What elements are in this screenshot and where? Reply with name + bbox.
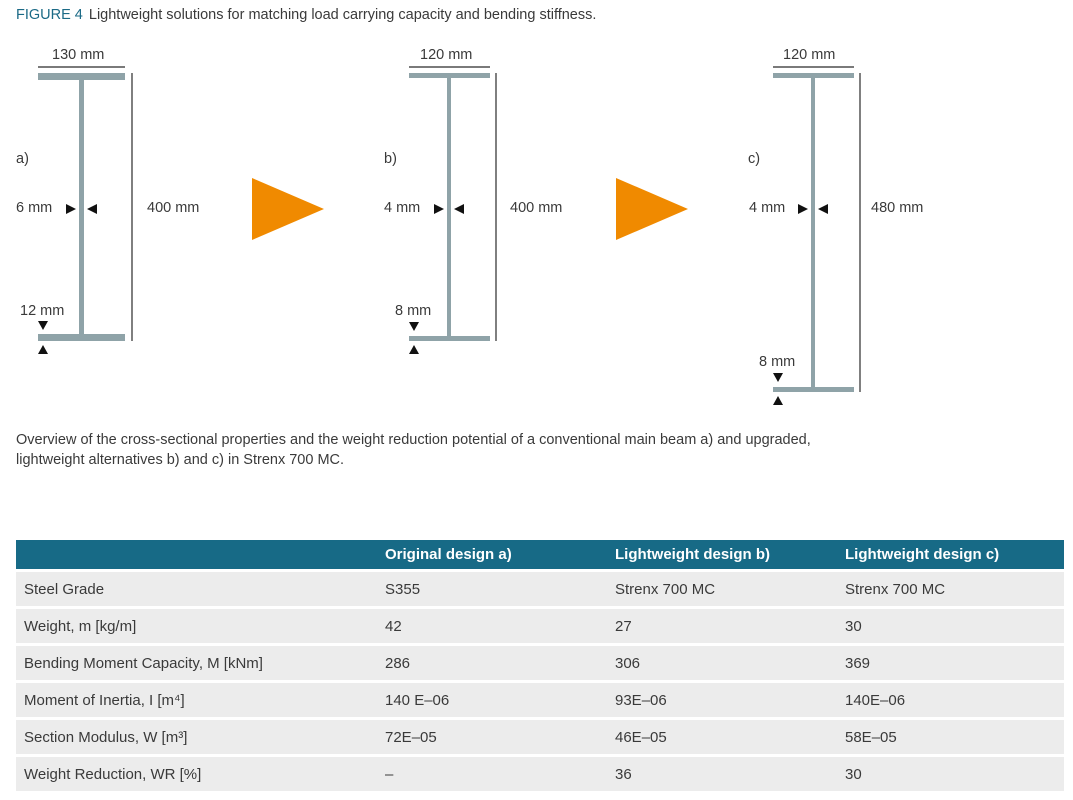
table-row	[16, 756, 1064, 792]
web-arrow-right-icon	[66, 204, 76, 214]
row-label: Steel Grade	[16, 571, 377, 608]
beam-a-top-flange	[38, 73, 125, 80]
beam-b-flange-width: 120 mm	[420, 47, 473, 63]
table-cell: 140E–06	[837, 682, 1064, 719]
beam-a-bottom-flange	[38, 334, 125, 341]
flange-arrow-up-icon	[409, 345, 419, 354]
beam-c	[748, 47, 923, 405]
beam-b-bottom-flange	[409, 336, 490, 341]
beam-b-height: 400 mm	[510, 200, 563, 216]
beam-a-height: 400 mm	[147, 200, 200, 216]
properties-table	[16, 540, 1064, 791]
table-header-cell: Original design a)	[377, 540, 607, 571]
web-arrow-left-icon	[87, 204, 97, 214]
figure-caption: Overview of the cross-sectional properties and the weight reduction potential of a conventional main beam a) and upgraded, lightweight alternatives b) and c) in Strenx 700 MC.	[16, 432, 811, 468]
figure-label: FIGURE 4	[16, 7, 83, 23]
table-cell: 36	[607, 756, 837, 792]
web-arrow-left-icon	[818, 204, 828, 214]
web-arrow-left-icon	[454, 204, 464, 214]
beam-c-web-thickness: 4 mm	[749, 200, 786, 216]
table-header-cell: Lightweight design b)	[607, 540, 837, 571]
table-cell: 140 E–06	[377, 682, 607, 719]
table-cell: S355	[377, 571, 607, 608]
table-row	[16, 608, 1064, 645]
table-cell: 72E–05	[377, 719, 607, 756]
table-header-row	[16, 540, 1064, 571]
beam-a	[16, 47, 199, 354]
beam-a-web-thickness: 6 mm	[16, 200, 53, 216]
table-row	[16, 682, 1064, 719]
table-row	[16, 645, 1064, 682]
table-cell: 46E–05	[607, 719, 837, 756]
row-label: Weight, m [kg/m]	[16, 608, 377, 645]
flange-arrow-down-icon	[409, 322, 419, 331]
flange-arrow-down-icon	[773, 373, 783, 382]
beam-b	[384, 47, 562, 354]
table-row	[16, 719, 1064, 756]
flange-arrow-down-icon	[38, 321, 48, 330]
beam-b-flange-thickness: 8 mm	[395, 303, 432, 319]
table-cell: 93E–06	[607, 682, 837, 719]
beam-b-label: b)	[384, 151, 397, 167]
table-cell: 30	[837, 756, 1064, 792]
flange-arrow-up-icon	[773, 396, 783, 405]
table-header-cell: Lightweight design c)	[837, 540, 1064, 571]
table-cell: 369	[837, 645, 1064, 682]
table-cell: 286	[377, 645, 607, 682]
beam-c-flange-thickness: 8 mm	[759, 354, 796, 370]
beam-c-web	[811, 78, 815, 387]
row-label: Bending Moment Capacity, M [kNm]	[16, 645, 377, 682]
orange-arrow-icon	[616, 178, 688, 240]
beam-a-web	[79, 80, 84, 334]
row-label: Section Modulus, W [m³]	[16, 719, 377, 756]
beam-a-flange-width: 130 mm	[52, 47, 105, 63]
beam-b-web-thickness: 4 mm	[384, 200, 421, 216]
beam-b-top-flange	[409, 73, 490, 78]
table-cell: Strenx 700 MC	[837, 571, 1064, 608]
table-cell: 27	[607, 608, 837, 645]
table-row	[16, 571, 1064, 608]
row-label: Weight Reduction, WR [%]	[16, 756, 377, 792]
table-header-cell	[16, 540, 377, 571]
table-cell: 58E–05	[837, 719, 1064, 756]
table-cell: 30	[837, 608, 1064, 645]
figure-title-text: Lightweight solutions for matching load carrying capacity and bending stiffness.	[88, 7, 597, 23]
web-arrow-right-icon	[798, 204, 808, 214]
beam-c-bottom-flange	[773, 387, 854, 392]
table-cell: 306	[607, 645, 837, 682]
beam-b-web	[447, 78, 451, 336]
table-cell: 42	[377, 608, 607, 645]
flange-arrow-up-icon	[38, 345, 48, 354]
table-cell: –	[377, 756, 607, 792]
beam-c-height: 480 mm	[871, 200, 924, 216]
beam-c-flange-width: 120 mm	[783, 47, 836, 63]
web-arrow-right-icon	[434, 204, 444, 214]
beam-c-top-flange	[773, 73, 854, 78]
beam-a-flange-thickness: 12 mm	[20, 303, 65, 319]
beam-a-label: a)	[16, 151, 29, 167]
table-cell: Strenx 700 MC	[607, 571, 837, 608]
orange-arrow-icon	[252, 178, 324, 240]
row-label: Moment of Inertia, I [m⁴]	[16, 682, 377, 719]
beam-c-label: c)	[748, 151, 761, 167]
